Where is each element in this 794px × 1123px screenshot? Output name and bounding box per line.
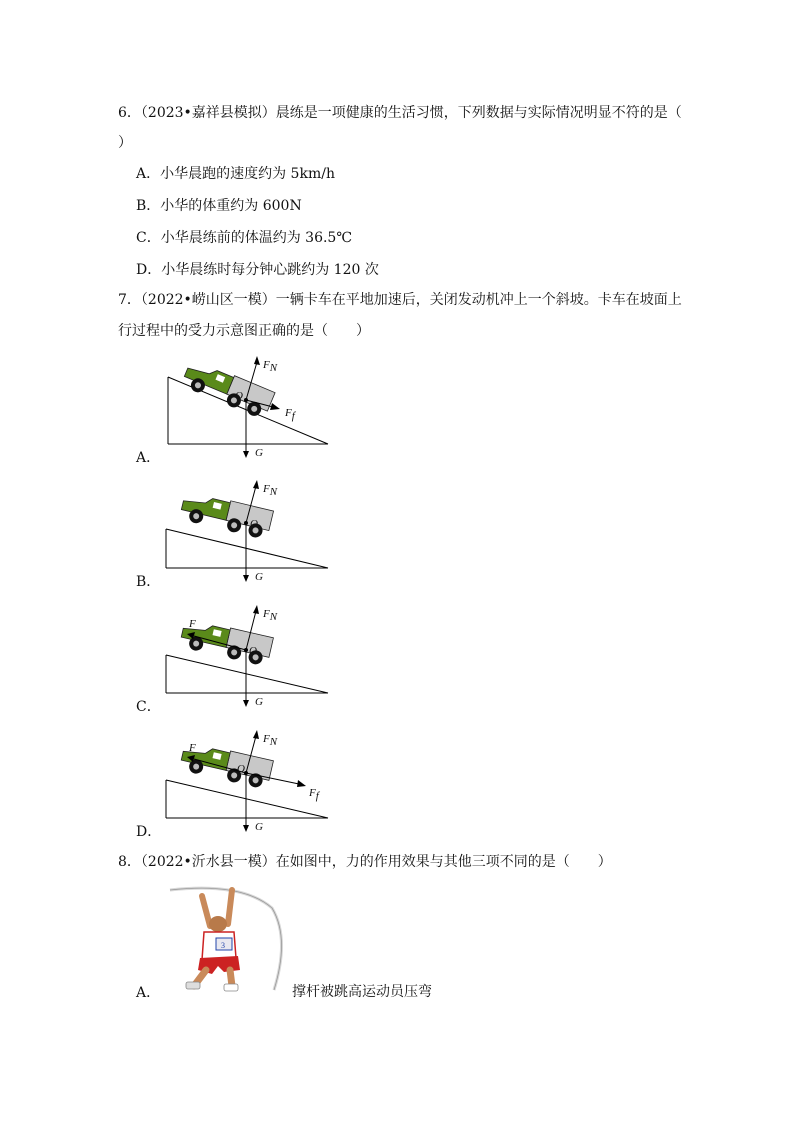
q7-figure-a (160, 352, 340, 464)
q7-label-a: A． (136, 450, 161, 466)
force-g-arrow (243, 650, 249, 707)
q8-stem: 8．（2022•沂水县一模）在如图中，力的作用效果与其他三项不同的是（ ） (118, 854, 612, 870)
point-o-label: O (250, 518, 258, 530)
q7-figure-c (158, 601, 338, 713)
point-o (244, 398, 248, 402)
force-f-label: F (189, 618, 196, 630)
pole-vault-image (162, 878, 292, 996)
q6-option-b: B．小华的体重约为 600N (136, 198, 302, 214)
point-o-label: O (249, 645, 257, 657)
force-ff-label: Ff (285, 407, 295, 422)
force-fn-label: FN (263, 608, 278, 623)
slope (166, 529, 328, 568)
slope (166, 655, 328, 693)
truck (179, 490, 274, 540)
truck (180, 358, 275, 420)
point-o-label: O (237, 763, 245, 775)
q8-caption-a: 撑杆被跳高运动员压弯 (292, 984, 432, 1000)
force-g-label: G (255, 821, 263, 833)
point-o-label: O (235, 390, 243, 402)
force-fn-label: FN (263, 483, 278, 498)
q7-figure-b (158, 476, 338, 588)
point-o (244, 521, 248, 525)
q7-stem: 7．（2022•崂山区一模）一辆卡车在平地加速后，关闭发动机冲上一个斜坡。卡车在坡面上 (118, 292, 682, 308)
force-g-arrow (243, 773, 249, 832)
q7-figure-d (158, 726, 338, 838)
force-f-label: F (189, 742, 196, 754)
force-g-label: G (255, 447, 263, 459)
q6-option-c: C．小华晨练前的体温约为 36.5℃ (136, 230, 352, 246)
q6-stem: 6．（2023•嘉祥县模拟）晨练是一项健康的生活习惯，下列数据与实际情况明显不符的是（ (118, 105, 682, 121)
bib-number: 3 (221, 941, 225, 950)
q7-stem-cont: 行过程中的受力示意图正确的是（ ） (118, 323, 370, 339)
force-g-label: G (255, 696, 263, 708)
q6-stem-cont: ） (118, 135, 132, 151)
force-ff-label: Ff (309, 787, 319, 802)
q7-label-c: C． (136, 699, 161, 715)
q6-option-d: D．小华晨练时每分钟心跳约为 120 次 (136, 262, 379, 278)
force-g-label: G (255, 571, 263, 583)
force-fn-label: FN (263, 733, 278, 748)
q7-label-b: B． (136, 574, 161, 590)
q6-option-a: A．小华晨跑的速度约为 5km/h (136, 166, 335, 182)
force-g-arrow (243, 523, 249, 582)
force-fn-label: FN (263, 359, 278, 374)
point-o (244, 648, 248, 652)
q7-label-d: D． (136, 824, 162, 840)
q8-label-a: A． (136, 985, 161, 1001)
